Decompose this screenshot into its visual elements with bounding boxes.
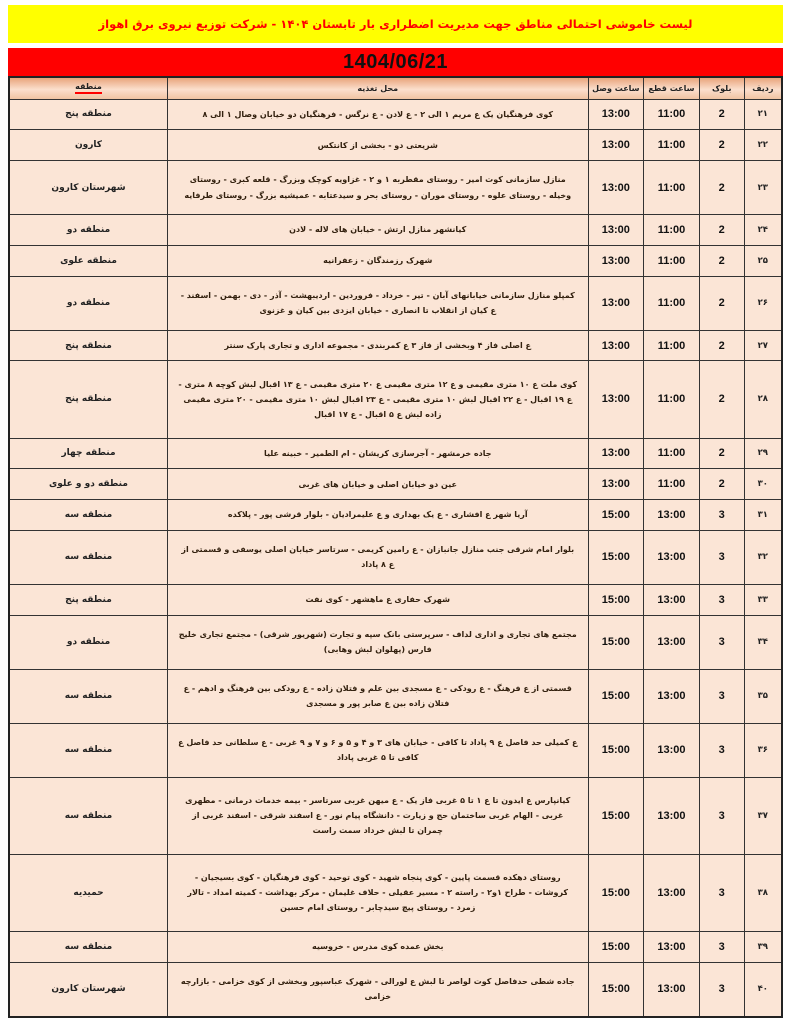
cut-time-cell: 13:00 [644,615,700,669]
block-cell: 2 [699,330,744,361]
region-cell: منطقه دو [9,276,167,330]
cut-time-cell: 13:00 [644,584,700,615]
date-band [8,48,783,76]
row-number-cell: ۲۸ [744,361,782,438]
reconnect-time-cell: 15:00 [588,854,644,931]
cut-time-cell: 13:00 [644,962,700,1017]
reconnect-time-cell: 13:00 [588,245,644,276]
table-row [9,777,782,854]
header-reconnect-time: ساعت وصل [588,77,644,99]
region-cell: منطقه چهار [9,438,167,469]
block-cell: 3 [699,500,744,531]
cut-time-cell: 13:00 [644,500,700,531]
region-cell: منطقه دو [9,215,167,246]
reconnect-time-cell: 13:00 [588,161,644,215]
region-cell: منطقه دو و علوی [9,469,167,500]
cut-time-cell: 13:00 [644,723,700,777]
region-cell: منطقه پنج [9,99,167,130]
table-row [9,962,782,1017]
header-cut-time: ساعت قطع [644,77,700,99]
feed-location-cell: کوی ملت ع ۱۰ متری مقیمی و ع ۱۲ متری مقیمی ع ۲۰ متری مقیمی - ع ۱۳ اقبال لبش کوچه ۸ متری - ع ۱۹ اقبال - ع ۲۲ اقبال لبش ۱۰ متری مقیمی - ع ۲۳ اقبال لبش ۱۰ متری مقیمی - ۲۰ متری مقیمی زاده لبش ع ۵ اقبال - ع ۱۷ اقبال [167,361,588,438]
cut-time-cell: 13:00 [644,669,700,723]
block-cell: 2 [699,130,744,161]
reconnect-time-cell: 15:00 [588,615,644,669]
feed-location-cell: شهرک حفاری ع ماهشهر - کوی نفت [167,584,588,615]
cut-time-cell: 11:00 [644,215,700,246]
row-number-cell: ۲۲ [744,130,782,161]
row-number-cell: ۲۷ [744,330,782,361]
table-row [9,361,782,438]
table-header [9,77,782,99]
row-number-cell: ۲۳ [744,161,782,215]
region-cell: منطقه سه [9,500,167,531]
region-cell: شهرستان کارون [9,161,167,215]
reconnect-time-cell: 13:00 [588,215,644,246]
cut-time-cell: 11:00 [644,330,700,361]
table-row [9,245,782,276]
reconnect-time-cell: 13:00 [588,469,644,500]
region-cell: منطقه سه [9,777,167,854]
reconnect-time-cell: 15:00 [588,669,644,723]
block-cell: 2 [699,245,744,276]
block-cell: 2 [699,469,744,500]
reconnect-time-cell: 15:00 [588,584,644,615]
region-cell: منطقه سه [9,669,167,723]
table-row [9,130,782,161]
feed-location-cell: جاده خرمشهر - آجرسازی کریشان - ام الطمیر - خبینه علیا [167,438,588,469]
reconnect-time-cell: 15:00 [588,500,644,531]
feed-location-cell: شریعتی دو - بخشی از کانتکس [167,130,588,161]
row-number-cell: ۳۳ [744,584,782,615]
block-cell: 3 [699,584,744,615]
table-row [9,438,782,469]
region-cell: کارون [9,130,167,161]
row-number-cell: ۲۶ [744,276,782,330]
row-number-cell: ۲۹ [744,438,782,469]
feed-location-cell: ع کمیلی حد فاصل ع ۹ پاداد تا کافی - خیابان های ۳ و ۴ و ۵ و ۶ و ۷ و ۹ غربی - ع سلطانی حد فاصل ع کافی تا ۵ غربی پاداد [167,723,588,777]
feed-location-cell: روستای دهکده قسمت پایین - کوی پنجاه شهید - کوی توحید - کوی فرهنگیان - کوی بسیجیان - کروشات - طراح ۱و۲ - راسته ۲ - مسیر عقیلی - حلاف غلیمان - مرکز بهداشت - کمیته امداد - تالار زمرد - روستای پیچ سیدچابر - روستای امام حسین [167,854,588,931]
block-cell: 3 [699,777,744,854]
feed-location-cell: منازل سازمانی کوت امیر - روستای مقطربه ۱ و ۲ - غزاویه کوچک وبزرگ - قلعه کبری - روستای وخیله - روستای علوه - روستای موران - روستای بحر و سیدعتابه - عمیشیه بزرگ - روستای طرفایه [167,161,588,215]
block-cell: 2 [699,276,744,330]
block-cell: 3 [699,723,744,777]
table-row [9,669,782,723]
cut-time-cell: 11:00 [644,361,700,438]
cut-time-cell: 11:00 [644,438,700,469]
table-row [9,723,782,777]
region-cell: شهرستان کارون [9,962,167,1017]
reconnect-time-cell: 15:00 [588,777,644,854]
header-region [9,77,167,99]
feed-location-cell: کیانشهر منازل ارتش - خیابان های لاله - لادن [167,215,588,246]
reconnect-time-cell: 15:00 [588,723,644,777]
row-number-cell: ۴۰ [744,962,782,1017]
region-cell: منطقه پنج [9,361,167,438]
region-cell: منطقه پنج [9,584,167,615]
cut-time-cell: 11:00 [644,130,700,161]
header-feed-location: محل تغذیه [167,77,588,99]
reconnect-time-cell: 13:00 [588,361,644,438]
table-row [9,931,782,962]
region-cell: حمیدیه [9,854,167,931]
feed-location-cell: کوی فرهنگیان یک ع مریم ۱ الی ۲ - ع لادن - ع نرگس - فرهنگیان دو خیابان وصال ۱ الی ۸ [167,99,588,130]
row-number-cell: ۳۰ [744,469,782,500]
region-cell: منطقه پنج [9,330,167,361]
feed-location-cell: بلوار امام شرقی جنب منازل جانبازان - ع رامین کریمی - سرتاسر خیابان اصلی یوسفی و قسمتی از ع ۸ پاداد [167,530,588,584]
feed-location-cell: بخش عمده کوی مدرس - خروسیه [167,931,588,962]
table-row [9,615,782,669]
cut-time-cell: 13:00 [644,854,700,931]
row-number-cell: ۳۴ [744,615,782,669]
table-row [9,500,782,531]
block-cell: 2 [699,215,744,246]
region-cell: منطقه علوی [9,245,167,276]
reconnect-time-cell: 13:00 [588,99,644,130]
block-cell: 3 [699,962,744,1017]
block-cell: 3 [699,530,744,584]
table-row [9,469,782,500]
block-cell: 3 [699,615,744,669]
block-cell: 3 [699,669,744,723]
feed-location-cell: جاده شطی حدفاصل کوت لواصر تا لبش ع لورالی - شهرک عباسپور وبخشی از کوی خزامی - بازارچه خزامی [167,962,588,1017]
cut-time-cell: 11:00 [644,469,700,500]
schedule-table-wrap [8,76,783,1018]
title-banner [8,5,783,43]
header-block: بلوک [699,77,744,99]
feed-location-cell: کمپلو منازل سازمانی خیابانهای آبان - تیر - خرداد - فروردین - اردیبهشت - آذر - دی - بهمن - اسفند - ع کیان از انقلاب تا انصاری - خیابان ایزدی بین کیان و غزنوی [167,276,588,330]
block-cell: 2 [699,361,744,438]
block-cell: 2 [699,161,744,215]
reconnect-time-cell: 15:00 [588,931,644,962]
block-cell: 2 [699,99,744,130]
table-row [9,161,782,215]
cut-time-cell: 11:00 [644,161,700,215]
reconnect-time-cell: 15:00 [588,962,644,1017]
block-cell: 2 [699,438,744,469]
reconnect-time-cell: 13:00 [588,276,644,330]
table-row [9,854,782,931]
row-number-cell: ۳۲ [744,530,782,584]
row-number-cell: ۳۸ [744,854,782,931]
reconnect-time-cell: 13:00 [588,330,644,361]
region-cell: منطقه سه [9,530,167,584]
table-row [9,330,782,361]
schedule-table-body [9,99,782,1017]
feed-location-cell: آریا شهر ع افشاری - ع یک بهداری و ع علیمرادیان - بلوار قرشی پور - پلاکده [167,500,588,531]
cut-time-cell: 13:00 [644,931,700,962]
row-number-cell: ۲۴ [744,215,782,246]
table-row [9,215,782,246]
schedule-date: 1404/06/21 [342,50,449,73]
reconnect-time-cell: 15:00 [588,530,644,584]
table-row [9,99,782,130]
row-number-cell: ۳۵ [744,669,782,723]
row-number-cell: ۳۷ [744,777,782,854]
feed-location-cell: قسمتی از ع فرهنگ - ع رودکی - ع مسجدی بین علم و فتلان زاده - ع رودکی بین فرهنگ و ادهم - ع فتلان زاده بین ع صابر پور و مسجدی [167,669,588,723]
feed-location-cell: ع اصلی فاز ۴ وبخشی از فاز ۳ ع کمربندی - مجموعه اداری و تجاری پارک سنتر [167,330,588,361]
table-row [9,530,782,584]
header-row [9,77,782,99]
reconnect-time-cell: 13:00 [588,130,644,161]
cut-time-cell: 11:00 [644,276,700,330]
feed-location-cell: مجتمع های تجاری و اداری لداف - سرپرستی بانک سپه و تجارت (شهریور شرقی) - مجتمع تجاری خلیج فارس (پهلوان لبش وهابی) [167,615,588,669]
feed-location-cell: کیانپارس ع ایدون تا ع ۱ تا ۵ غربی فاز یک - ع میهن غربی سرتاسر - بیمه خدمات درمانی - مطهری غربی - الهام غربی ساختمان حج و زیارت - دانشگاه پیام نور - ع اسفند شرقی - اسفند غربی از چمران تا لبش خرداد سمت راست [167,777,588,854]
row-number-cell: ۳۱ [744,500,782,531]
row-number-cell: ۲۱ [744,99,782,130]
feed-location-cell: عین دو خیابان اصلی و خیابان های غربی [167,469,588,500]
row-number-cell: ۲۵ [744,245,782,276]
feed-location-cell: شهرک رزمندگان - زعفرانیه [167,245,588,276]
row-number-cell: ۳۶ [744,723,782,777]
block-cell: 3 [699,931,744,962]
reconnect-time-cell: 13:00 [588,438,644,469]
cut-time-cell: 13:00 [644,777,700,854]
row-number-cell: ۳۹ [744,931,782,962]
header-row-number: ردیف [744,77,782,99]
region-cell: منطقه سه [9,931,167,962]
header-region-label: منطقه [75,82,102,94]
page-title: لیست خاموشی احتمالی مناطق جهت مدیریت اضطراری بار تابستان ۱۴۰۴ - شرکت توزیع نیروی برق اهواز [98,17,693,31]
cut-time-cell: 13:00 [644,530,700,584]
outage-schedule-table [8,76,783,1018]
region-cell: منطقه دو [9,615,167,669]
cut-time-cell: 11:00 [644,99,700,130]
table-row [9,584,782,615]
region-cell: منطقه سه [9,723,167,777]
cut-time-cell: 11:00 [644,245,700,276]
block-cell: 3 [699,854,744,931]
table-row [9,276,782,330]
